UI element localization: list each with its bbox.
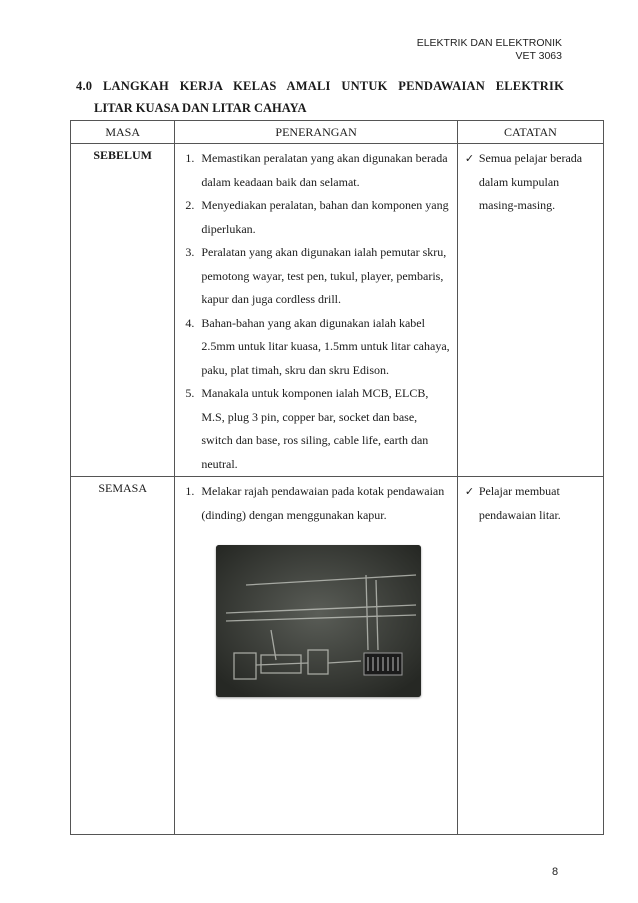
masa-cell xyxy=(71,477,175,835)
masa-label-semasa: SEMASA xyxy=(98,481,148,495)
procedure-table xyxy=(70,120,604,835)
catatan-cell xyxy=(457,477,603,835)
column-header-penerangan: PENERANGAN xyxy=(175,121,457,144)
list-item: 5. Manakala untuk komponen ialah MCB, ELCB, M.S, plug 3 pin, copper bar, socket dan base, switch dan base, ros siling, cable life, earth dan neutral. xyxy=(197,382,450,476)
steps-list xyxy=(175,147,456,476)
section-title-continued: LITAR KUASA DAN LITAR CAHAYA xyxy=(94,101,307,115)
masa-cell xyxy=(71,144,175,477)
document-header xyxy=(417,37,562,63)
table-row xyxy=(71,144,604,477)
checkmark-icon: ✓ xyxy=(464,152,475,165)
chalkboard-wiring-sketch-photo xyxy=(216,545,421,697)
header-course-name: ELEKTRIK DAN ELEKTRONIK xyxy=(416,37,562,49)
masa-label-sebelum: SEBELUM xyxy=(93,148,153,162)
section-title: 4.0 LANGKAH KERJA KELAS AMALI UNTUK PENDAWAIAN ELEKTRIK xyxy=(76,79,564,93)
list-item: 3. Peralatan yang akan digunakan ialah pemutar skru, pemotong wayar, test pen, tukul, player, pembaris, kapur dan juga cordless drill. xyxy=(197,241,450,312)
table-row xyxy=(71,477,604,835)
penerangan-cell xyxy=(175,144,457,477)
catatan-note xyxy=(458,477,603,527)
column-header-catatan: CATATAN xyxy=(457,121,603,144)
catatan-text: Pelajar membuat pendawaian litar. xyxy=(478,484,561,522)
chalkboard-wiring-sketch-icon xyxy=(216,545,421,697)
catatan-cell xyxy=(457,144,603,477)
catatan-note xyxy=(458,144,603,218)
penerangan-cell xyxy=(175,477,457,835)
list-item: 1. Memastikan peralatan yang akan digunakan berada dalam keadaan baik dan selamat. xyxy=(197,147,450,194)
steps-list xyxy=(175,480,456,527)
list-item: 2. Menyediakan peralatan, bahan dan komponen yang diperlukan. xyxy=(197,194,450,241)
checkmark-icon: ✓ xyxy=(464,485,475,498)
list-item: 1. Melakar rajah pendawaian pada kotak pendawaian (dinding) dengan menggunakan kapur. xyxy=(197,480,450,527)
column-header-masa: MASA xyxy=(71,121,175,144)
header-course-code: VET 3063 xyxy=(515,50,562,62)
catatan-text: Semua pelajar berada dalam kumpulan masing-masing. xyxy=(478,151,583,212)
page-number: 8 xyxy=(552,866,559,878)
list-item: 4. Bahan-bahan yang akan digunakan ialah kabel 2.5mm untuk litar kuasa, 1.5mm untuk litar cahaya, paku, plat timah, skru dan skru Edison. xyxy=(197,312,450,383)
